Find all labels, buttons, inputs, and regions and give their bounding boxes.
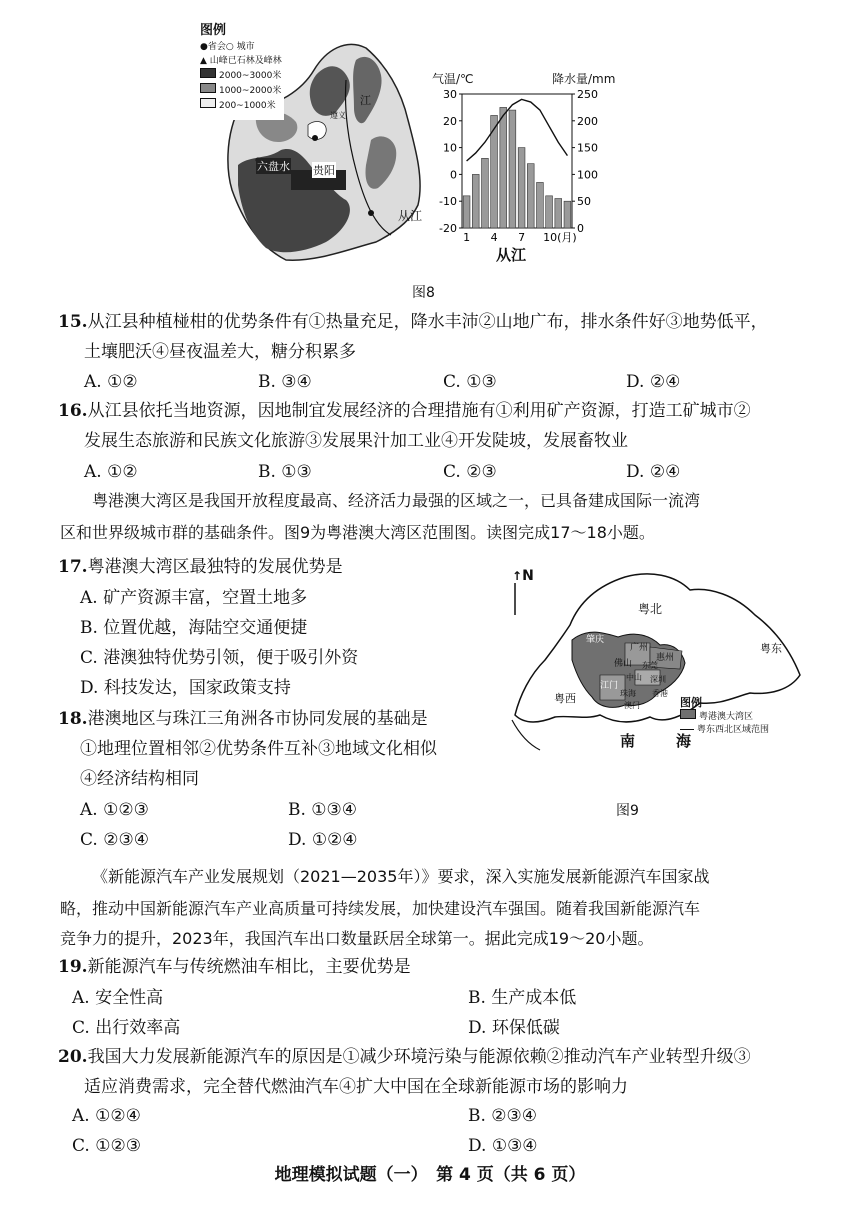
q17-option-c[interactable]: C. 港澳独特优势引领，便于吸引外资 [80,648,359,668]
q17-stem: 粤港澳大湾区最独特的发展优势是 [87,557,343,577]
figure9-caption: 图9 [616,803,639,819]
precip-bar [546,196,553,228]
q18-line2: ①地理位置相邻②优势条件互补③地域文化相似 [80,739,437,759]
q16-stem1: 从江县依托当地资源，因地制宜发展经济的合理措施有①利用矿产资源，打造工矿城市② [87,401,751,421]
precip-axis-title: 降水量/mm [552,72,616,86]
right-tick-label: 200 [577,114,598,128]
q16-option-b[interactable]: B. ①③ [258,462,312,482]
q17-number: 17. [58,557,88,577]
question-15 [58,307,828,367]
q15-stem1: 从江县种植椪柑的优势条件有①热量充足，降水丰沛②山地广布，排水条件好③地势低平， [87,312,768,332]
figure8-legend [200,24,310,113]
boundary-line-icon [680,729,694,730]
right-tick-label: 150 [577,141,598,155]
q20-option-a[interactable]: A. ①②④ [72,1106,141,1126]
q20-option-d[interactable]: D. ①③④ [468,1136,538,1156]
legend-item-peak: ▲ 山峰已石林及峰林 [200,56,282,66]
q18-stem: 港澳地区与珠江三角洲各市协同发展的基础是 [87,709,428,729]
map-label-foshan: 佛山 [614,659,633,669]
left-tick-label: 10 [443,141,457,155]
q16-option-d[interactable]: D. ②④ [626,462,681,482]
swatch-light-icon [200,98,216,108]
q15-stem2: 土壤肥沃④昼夜温差大，糖分积累多 [84,342,356,362]
climate-chart [432,88,612,258]
map-label-yuedong: 粤东 [760,642,782,655]
q18-option-c[interactable]: C. ②③④ [80,830,149,850]
page-footer: 地理模拟试题（一） 第 4 页（共 6 页） [274,1165,586,1185]
swatch-dark-icon [200,68,216,78]
q18-line1 [58,704,488,734]
q17-option-a[interactable]: A. 矿产资源丰富，空置土地多 [80,588,308,608]
map-label-nan: 南 [620,732,636,750]
map-label-zhaoqing: 肇庆 [586,635,605,645]
map-label-jiang: 江 [360,94,371,107]
q15-number: 15. [58,312,88,332]
intro-19-20-line3: 竞争力的提升，2023年，我国汽车出口数量跃居全球第一。据此完成19～20小题。 [60,929,654,948]
q19-option-d[interactable]: D. 环保低碳 [468,1018,560,1038]
map-label-xianggang: 香港 [652,689,668,698]
q19-option-b[interactable]: B. 生产成本低 [468,988,577,1008]
precip-bar [500,107,507,228]
map-label-hai: 海 [676,732,692,750]
x-tick-label: 10(月) [543,231,577,244]
map-label-yuexi: 粤西 [554,692,576,705]
figure9-north [512,568,534,584]
legend-item-1000 [200,83,310,98]
figure8-caption: 图8 [412,285,435,301]
figure9-legend-title: 图例 [680,696,702,709]
q15-line1 [58,307,828,337]
left-tick-label: 0 [450,168,457,182]
x-tick-label: 7 [518,231,526,244]
q15-option-b[interactable]: B. ③④ [258,372,312,392]
map-label-guangzhou: 广州 [630,643,649,653]
q15-option-d[interactable]: D. ②④ [626,372,681,392]
map-label-zhuhai: 珠海 [620,689,636,698]
right-tick-label: 0 [577,222,584,235]
legend-item-city: ●省会○ 城市 [200,42,255,52]
chart-station-label: 从江 [496,246,527,264]
left-tick-label: 20 [443,114,457,128]
q18-number: 18. [58,709,88,729]
left-tick-label: 30 [443,88,457,101]
q19-option-a[interactable]: A. 安全性高 [72,988,164,1008]
q16-line1 [58,396,828,426]
q18-option-d[interactable]: D. ①②④ [288,830,358,850]
precip-bar [482,158,489,228]
legend-label-200: 200~1000米 [219,101,276,111]
precip-bar [509,110,516,228]
legend-label-gba: 粤港澳大湾区 [699,712,754,722]
q20-stem2: 适应消费需求，完全替代燃油汽车④扩大中国在全球新能源市场的影响力 [84,1077,628,1097]
question-20 [58,1042,828,1102]
question-17 [58,552,488,582]
temperature-line [467,99,568,161]
north-label: N [522,568,534,584]
precip-bar [472,174,479,228]
precip-bar [555,199,562,228]
map-label-huizhou: 惠州 [656,653,675,663]
map-label-shenzhen: 深圳 [650,675,666,684]
q20-option-b[interactable]: B. ②③④ [468,1106,538,1126]
intro-17-18-line1: 粤港澳大湾区是我国开放程度最高、经济活力最强的区域之一，已具备建成国际一流湾 [92,491,701,510]
question-19 [58,952,828,982]
map-label-congjiang: 从江 [398,209,423,223]
precip-bar [463,196,470,228]
temp-axis-title: 气温/℃ [432,72,474,86]
q20-number: 20. [58,1047,88,1067]
swatch-mid-icon [200,83,216,93]
figure9-legend [680,696,769,737]
map-label-yuebei: 粤北 [638,602,663,616]
q15-option-a[interactable]: A. ①② [84,372,138,392]
map-label-aomen: 澳门 [624,701,640,710]
map-label-zhongshan: 中山 [626,673,642,682]
q19-number: 19. [58,957,88,977]
right-tick-label: 250 [577,88,598,101]
q17-option-d[interactable]: D. 科技发达，国家政策支持 [80,678,291,698]
q19-option-c[interactable]: C. 出行效率高 [72,1018,181,1038]
q16-option-c[interactable]: C. ②③ [443,462,497,482]
swatch-gba-icon [680,709,696,719]
legend-label-region: 粤东西北区域范围 [697,725,770,735]
q17-option-b[interactable]: B. 位置优越，海陆空交通便捷 [80,618,308,638]
question-18 [58,704,488,794]
right-tick-label: 100 [577,168,598,182]
intro-17-18-line2: 区和世界级城市群的基础条件。图9为粤港澳大湾区范围图。读图完成17～18小题。 [60,523,655,542]
map-label-jiangmen: 江门 [600,681,619,691]
legend-item-region [680,724,769,737]
q16-option-a[interactable]: A. ①② [84,462,138,482]
north-arrow-icon: ↑ [512,569,523,583]
intro-19-20-line1: 《新能源汽车产业发展规划（2021—2035年）》要求，深入实施发展新能源汽车国家战 [92,867,710,886]
map-label-dongguan: 东莞 [642,661,658,670]
q16-number: 16. [58,401,88,421]
q15-option-c[interactable]: C. ①③ [443,372,497,392]
precip-bar [564,201,571,228]
q19-stem: 新能源汽车与传统燃油车相比，主要优势是 [87,957,411,977]
legend-label-2000: 2000~3000米 [219,71,282,81]
left-tick-label: -10 [439,195,457,209]
legend-item-200 [200,98,310,113]
q20-line1 [58,1042,828,1072]
map-label-guiyang: 贵阳 [313,164,335,177]
legend-item-gba [680,709,769,724]
legend-label-1000: 1000~2000米 [219,86,282,96]
q18-option-a[interactable]: A. ①②③ [80,800,149,820]
right-tick-label: 50 [577,195,591,209]
precip-bar [537,182,544,228]
x-tick-label: 4 [490,231,498,244]
q20-option-c[interactable]: C. ①②③ [72,1136,141,1156]
intro-19-20-line2: 略，推动中国新能源汽车产业高质量可持续发展，加快建设汽车强国。随着我国新能源汽车 [60,899,701,918]
legend-title: 图例 [200,23,227,38]
q18-option-b[interactable]: B. ①③④ [288,800,358,820]
map-label-zunyi: 遵义 [330,111,346,120]
q20-stem1: 我国大力发展新能源汽车的原因是①减少环境污染与能源依赖②推动汽车产业转型升级③ [87,1047,751,1067]
q18-line3: ④经济结构相同 [80,769,199,789]
precip-bar [527,164,534,228]
map-label-liupanshui: 六盘水 [257,160,290,173]
q16-stem2: 发展生态旅游和民族文化旅游③发展果汁加工业④开发陡坡，发展畜牧业 [84,431,628,451]
legend-item-2000 [200,68,310,83]
precip-bar [518,148,525,228]
x-tick-label: 1 [463,231,471,244]
left-tick-label: -20 [439,222,457,235]
question-16 [58,396,828,456]
